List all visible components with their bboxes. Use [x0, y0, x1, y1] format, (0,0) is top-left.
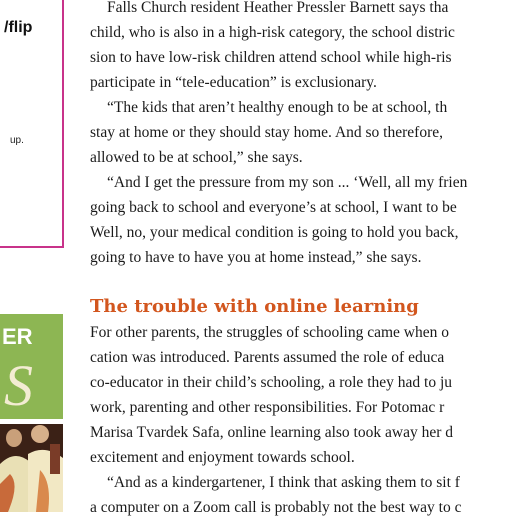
- text-line: Marisa Tvardek Safa, online learning also took away her d: [90, 424, 453, 441]
- left-column: [0, 0, 76, 512]
- promo-letters-top: ER: [2, 324, 33, 349]
- text-line: Falls Church resident Heather Pressler Barnett says tha: [107, 0, 449, 16]
- text-line: going back to school and everyone’s at school, I want to be: [90, 199, 457, 216]
- text-line: a computer on a Zoom call is probably not the best way to c: [90, 499, 462, 516]
- text-line: “The kids that aren’t healthy enough to be at school, th: [107, 99, 448, 116]
- text-line: sion to have low-risk children attend school while high-ris: [90, 49, 452, 66]
- text-line: For other parents, the struggles of schooling came when o: [90, 324, 449, 341]
- dancers-photo: [0, 424, 63, 512]
- dancers-image: [0, 424, 63, 512]
- sidebar-up-text: up.: [10, 135, 24, 146]
- promo-banner[interactable]: [0, 314, 63, 419]
- section-heading: The trouble with online learning: [90, 296, 419, 317]
- sidebar-flip-text: /flip: [4, 19, 33, 36]
- text-line: stay at home or they should stay home. And so therefore,: [90, 124, 443, 141]
- sidebar-box: [0, 0, 64, 248]
- text-line: “And as a kindergartener, I think that asking them to sit f: [107, 474, 460, 491]
- text-line: participate in “tele-education” is exclusionary.: [90, 74, 377, 91]
- promo-letter-big: S: [4, 353, 33, 418]
- text-line: work, parenting and other responsibilities. For Potomac r: [90, 399, 445, 416]
- text-line: excitement and enjoyment towards school.: [90, 449, 355, 466]
- text-line: going to have to have you at home instead,” she says.: [90, 249, 422, 266]
- text-line: “And I get the pressure from my son ... ‘Well, all my frien: [107, 174, 468, 191]
- text-line: allowed to be at school,” she says.: [90, 149, 303, 166]
- text-line: cation was introduced. Parents assumed the role of educa: [90, 349, 445, 366]
- text-line: co-educator in their child’s schooling, a role they had to ju: [90, 374, 452, 391]
- text-line: Well, no, your medical condition is going to hold you back,: [90, 224, 459, 241]
- text-line: child, who is also in a high-risk category, the school distric: [90, 24, 455, 41]
